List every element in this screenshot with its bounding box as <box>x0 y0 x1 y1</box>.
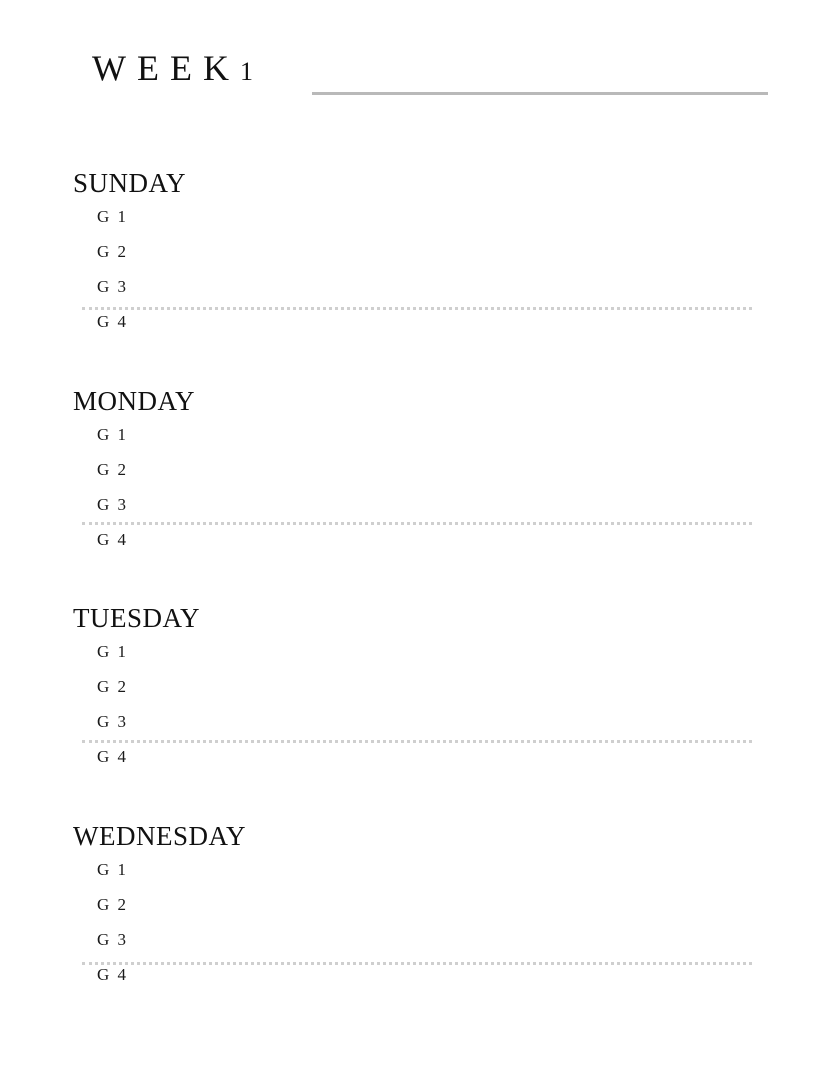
goal-list-wednesday <box>97 859 797 999</box>
goal-label: G 4 <box>97 530 129 549</box>
goal-label: G 4 <box>97 747 129 766</box>
goal-row[interactable] <box>97 641 797 676</box>
goal-list-sunday <box>97 206 797 346</box>
header-divider <box>312 92 768 95</box>
goal-label: G 4 <box>97 965 129 984</box>
day-title-tuesday: TUESDAY <box>73 603 201 633</box>
goal-row[interactable] <box>97 311 797 346</box>
goal-label: G 1 <box>97 207 129 226</box>
goal-row[interactable] <box>97 241 797 276</box>
goal-list-tuesday <box>97 641 797 781</box>
goal-label: G 3 <box>97 930 129 949</box>
writing-rule <box>82 522 752 525</box>
goal-row[interactable] <box>97 894 797 929</box>
day-title-monday: MONDAY <box>73 386 196 416</box>
week-number: 1 <box>239 57 257 86</box>
goal-label: G 4 <box>97 312 129 331</box>
goal-row[interactable] <box>97 746 797 781</box>
goal-label: G 2 <box>97 242 129 261</box>
goal-label: G 1 <box>97 642 129 661</box>
goal-row[interactable] <box>97 276 797 311</box>
goal-label: G 2 <box>97 677 129 696</box>
goal-label: G 2 <box>97 895 129 914</box>
page-title <box>92 46 257 94</box>
goal-row[interactable] <box>97 859 797 894</box>
goal-row[interactable] <box>97 459 797 494</box>
page-header <box>0 46 823 108</box>
goal-row[interactable] <box>97 206 797 241</box>
goal-label: G 3 <box>97 277 129 296</box>
goal-label: G 1 <box>97 425 129 444</box>
goal-list-monday <box>97 424 797 564</box>
writing-rule <box>82 307 752 310</box>
page-title-text: WEEK <box>92 48 240 88</box>
goal-label: G 1 <box>97 860 129 879</box>
day-title-sunday: SUNDAY <box>73 168 187 198</box>
goal-label: G 3 <box>97 495 129 514</box>
writing-rule <box>82 962 752 965</box>
goal-row[interactable] <box>97 676 797 711</box>
writing-rule <box>82 740 752 743</box>
goal-row[interactable] <box>97 929 797 964</box>
goal-label: G 2 <box>97 460 129 479</box>
day-title-wednesday: WEDNESDAY <box>73 821 246 851</box>
goal-row[interactable] <box>97 964 797 999</box>
goal-label: G 3 <box>97 712 129 731</box>
goal-row[interactable] <box>97 424 797 459</box>
goal-row[interactable] <box>97 529 797 564</box>
